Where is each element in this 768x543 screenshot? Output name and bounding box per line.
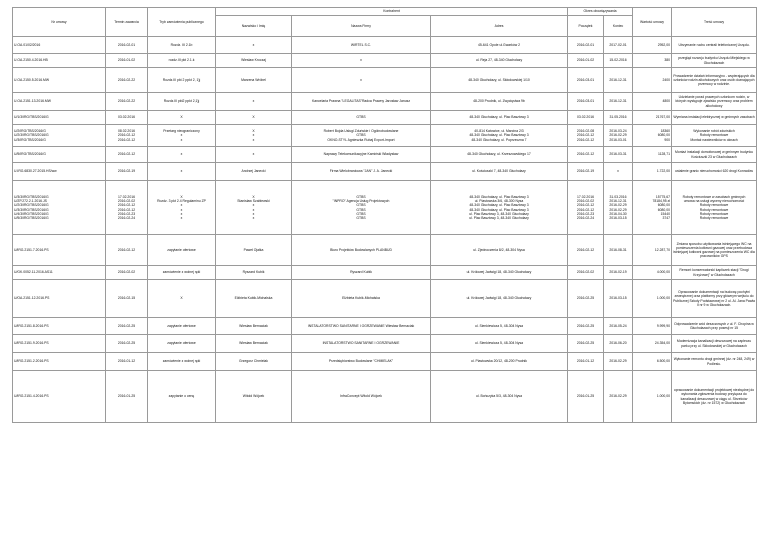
company-name-cell: x bbox=[292, 68, 431, 93]
period-start-cell: 2016-02-08 2016-02-12 2016-02-12 bbox=[568, 125, 604, 147]
period-end-cell: 2017-02-01 bbox=[604, 37, 633, 54]
address-cell: ul. Piastowska 20/12, 48-200 Prudnik bbox=[431, 353, 568, 371]
address-cell: ul. Królowej Jadwigi 18, 48-340 Głuchołazy bbox=[431, 280, 568, 318]
period-end-cell: 2016-05-24 bbox=[604, 318, 633, 335]
contract-date-cell: 2016-02-25 bbox=[106, 318, 148, 335]
contract-number-cell: U/GK.0052.11.2016.AS11 bbox=[13, 266, 106, 280]
contractor-name-cell: Wiesław Bernaciak bbox=[216, 335, 292, 353]
address-cell: 48-340 Głuchołazy, ul. Plac Basztowy 3 bbox=[431, 111, 568, 125]
contract-value-cell: 24.354,00 bbox=[633, 335, 672, 353]
period-end-cell: x bbox=[604, 163, 633, 181]
company-name-cell: INSTALATORSTWO SANITARNE I OGRZEWANIE bbox=[292, 335, 431, 353]
table-row bbox=[13, 266, 757, 280]
contract-number-cell: U/5/IRG/TBS/2016/G bbox=[13, 147, 106, 163]
contract-value-cell: 21767,00 bbox=[633, 111, 672, 125]
contract-subject-cell: przegląd rozwoju budynku Urzędu Miejskiego w Głuchołazach bbox=[672, 54, 757, 68]
period-start-cell: 2016-02-25 bbox=[568, 318, 604, 335]
contract-number-cell: U.OA.2150.4.2016.HB bbox=[13, 54, 106, 68]
contract-date-cell: 2016-02-12 bbox=[106, 147, 148, 163]
contract-value-cell: 1.000,00 bbox=[633, 371, 672, 423]
contract-value-cell: 12.287,70 bbox=[633, 235, 672, 266]
procurement-mode-cell: zapytanie ofertowe bbox=[148, 335, 216, 353]
address-cell: ul. Zjednoczenia 8/2, 48-304 Nysa bbox=[431, 235, 568, 266]
procurement-mode-cell: Rozdz.III pkt2 ppkt 2,1)j bbox=[148, 93, 216, 111]
contract-number-cell: U.OA.01/02/2016 bbox=[13, 37, 106, 54]
procurement-mode-cell: zapytanie ofertowe bbox=[148, 235, 216, 266]
contractor-name-cell: Elżbieta Kubik-Michalska bbox=[216, 280, 292, 318]
contractor-name-cell: x bbox=[216, 147, 292, 163]
table-body bbox=[13, 37, 757, 423]
contract-subject-cell: Modernizacja kanalizacji deszczowej na zapleczu parku przy ul. Skłodowskiej w Głuchołazach bbox=[672, 335, 757, 353]
address-cell: 48-340 Głuchołazy, ul. Krzeszowskiego 17 bbox=[431, 147, 568, 163]
company-name-cell: GTBS "INPRO" Agencja Usług Projektowych GTBS GTBS GTBS GTBS bbox=[292, 181, 431, 235]
procurement-mode-cell: zamówienie z wolnej ręki bbox=[148, 266, 216, 280]
contract-value-cell: 1.000,00 bbox=[633, 280, 672, 318]
procurement-mode-cell: Przetarg nieograniczony x x bbox=[148, 125, 216, 147]
contractor-name-cell: x bbox=[216, 93, 292, 111]
contract-number-cell: U.OA.2150.5.2016.MW bbox=[13, 68, 106, 93]
header-nazwisko: Nazwisko i Imię bbox=[216, 16, 292, 37]
period-end-cell: 2016-02-19 bbox=[604, 266, 633, 280]
company-name-cell: x bbox=[292, 54, 431, 68]
contract-subject-cell: Wykonanie remontu drogi gminnej (dz. nr 248, 249) w Podlesiu. bbox=[672, 353, 757, 371]
contract-number-cell: U/IRG.2151.4.2016.PS bbox=[13, 371, 106, 423]
contract-subject-cell: opracowanie dokumentacji projektowej niezbędnej do wykonania zgłoszenia budowy przyłącza do kanalizacji deszczowej w ciągu ul. Strzelców Bytomskich (dz. nr 1572) w Głuchołazach bbox=[672, 371, 757, 423]
header-tryb: Tryb zamówienia publicznego bbox=[148, 8, 216, 37]
contract-subject-cell: ustalenie granic nieruchomości 620 drogi Konradów bbox=[672, 163, 757, 181]
contract-number-cell: U/IRG.2151.8.2016.PS bbox=[13, 318, 106, 335]
contract-subject-cell: Opracowanie dokumentacji na budowę pochylni zewnętrznej oraz platformy przy głównym wejściu do Publicznej Szkoły Podstawowej nr 2 ul. Al. Jana Pawła II nr 9 w Głuchołazach. bbox=[672, 280, 757, 318]
contractor-name-cell: Marzena Wróbel bbox=[216, 68, 292, 93]
address-cell: ul. Reja 27, 48-340 Głuchołazy bbox=[431, 54, 568, 68]
contract-date-cell: 2016-02-19 bbox=[106, 163, 148, 181]
company-name-cell: Naprawy Telekomunikacyjne Kamiński Władysław bbox=[292, 147, 431, 163]
address-cell: 48-340 Głuchołazy, ul. Skłodowskiej 1/10 bbox=[431, 68, 568, 93]
procurement-mode-cell: x bbox=[148, 163, 216, 181]
period-start-cell: 2016-02-12 bbox=[568, 147, 604, 163]
address-cell: ul. Sienkiewicza 5, 48-304 Nysa bbox=[431, 335, 568, 353]
period-start-cell: 2016-01-02 bbox=[568, 54, 604, 68]
header-poczatek: Początek bbox=[568, 16, 604, 37]
contract-number-cell: U/IRG.2151.7.2016.PS bbox=[13, 235, 106, 266]
procurement-mode-cell: zamówienie z wolnej ręki bbox=[148, 353, 216, 371]
contracts-table bbox=[12, 7, 757, 423]
contract-subject-cell: Montaż instalacji domofonowej w gminnym budynku Kościuszki 23 w Głuchołazach bbox=[672, 147, 757, 163]
table-row bbox=[13, 235, 757, 266]
address-cell: 45-641 Opole ul.Gwarków 2 bbox=[431, 37, 568, 54]
procurement-mode-cell: zapytanie o cenę bbox=[148, 371, 216, 423]
period-start-cell: 2016-02-02 bbox=[568, 266, 604, 280]
company-name-cell: Biuro Projektów Budowlanych PLANBUD bbox=[292, 235, 431, 266]
contract-date-cell: 2016-01-02 bbox=[106, 54, 148, 68]
contract-date-cell: 2016-02-15 bbox=[106, 280, 148, 318]
company-name-cell: GTBS bbox=[292, 111, 431, 125]
period-start-cell: 2016-02-01 bbox=[568, 37, 604, 54]
contract-value-cell: 6.500,00 bbox=[633, 353, 672, 371]
table-row bbox=[13, 54, 757, 68]
company-name-cell: InfraConcept Witold Wójcek bbox=[292, 371, 431, 423]
contract-value-cell: 2952,00 bbox=[633, 37, 672, 54]
table-row bbox=[13, 68, 757, 93]
table-row bbox=[13, 111, 757, 125]
company-name-cell: Przedsiębiorstwo Budowlane "CHMIELAK" bbox=[292, 353, 431, 371]
contractor-name-cell: Witold Wójcek bbox=[216, 371, 292, 423]
contract-subject-cell: Udzielanie porad prawnych członkom rodzin, w których występuje zjawisko przemocy oraz problem alkoholowy bbox=[672, 93, 757, 111]
contract-value-cell: 1128,71 bbox=[633, 147, 672, 163]
contract-date-cell: 2016-02-12 bbox=[106, 235, 148, 266]
period-start-cell: 2016-02-25 bbox=[568, 280, 604, 318]
table-row bbox=[13, 371, 757, 423]
contract-subject-cell: Roboty remontowe w zasobach gminnych umowa na usługi wyceny nieruchomości Roboty remontowe Roboty remontowe Roboty remontowe Roboty remontowe bbox=[672, 181, 757, 235]
contractor-name-cell: Grzegorz Chmielak bbox=[216, 353, 292, 371]
period-end-cell: 2016-03-31 bbox=[604, 147, 633, 163]
period-start-cell: 03.02.2016 bbox=[568, 111, 604, 125]
period-start-cell: 2016-03-01 bbox=[568, 68, 604, 93]
company-name-cell: WIRTEL S.C. bbox=[292, 37, 431, 54]
period-start-cell: 17.02.2016 2016-02-02 2016-02-12 2016-02-12 2016-02-23 2016-02-24 bbox=[568, 181, 604, 235]
contract-subject-cell: Odprowadzenie wód deszczowych z ul. F. Chopina w Głuchołazach przy posesji nr 15 bbox=[672, 318, 757, 335]
address-cell: ul. Sienkiewicza 5, 48-304 Nysa bbox=[431, 318, 568, 335]
header-adres: Adres bbox=[431, 16, 568, 37]
contract-date-cell: 2016-02-01 bbox=[106, 37, 148, 54]
procurement-mode-cell: X Rozdz. 3 pkt 2.4 Regulaminu ZP x x x x bbox=[148, 181, 216, 235]
contractor-name-cell: Paweł Ojałka bbox=[216, 235, 292, 266]
contract-number-cell: U.IRG.6830.27.2015.HS/ww bbox=[13, 163, 106, 181]
contract-date-cell: 17.02.2016 2016-02-02 2016-02-12 2016-02-12 2016-02-23 2016-02-24 bbox=[106, 181, 148, 235]
period-start-cell: 2016-02-25 bbox=[568, 335, 604, 353]
address-cell: 40-814 Katowice, ul. Marcina 2/3 48-340 Głuchołazy, ul. Plac Basztowy 3 48-340 Głuchołazy, ul. Poprzeczna 7 bbox=[431, 125, 568, 147]
contractor-name-cell: Wiesław Kroczaj bbox=[216, 54, 292, 68]
period-end-cell: 2016-03-15 bbox=[604, 280, 633, 318]
procurement-mode-cell: x bbox=[148, 147, 216, 163]
company-name-cell: INSTALATORSTWO SANITARNE I OGRZEWANIE Wiesław Bernaciak bbox=[292, 318, 431, 335]
header-nr: Nr umowy bbox=[13, 8, 106, 37]
contract-date-cell: 2016-02-02 bbox=[106, 266, 148, 280]
address-cell: ul. Kościuszki 7, 48-340 Głuchołazy bbox=[431, 163, 568, 181]
contract-value-cell: 18360 6080,00 900 bbox=[633, 125, 672, 147]
address-cell: ul. Bończyka 5/3, 48-304 Nysa bbox=[431, 371, 568, 423]
period-end-cell: 2016-02-29 bbox=[604, 353, 633, 371]
contract-number-cell: U.OA.2151.13.2016.MW bbox=[13, 93, 106, 111]
contracts-sheet bbox=[12, 7, 756, 423]
period-end-cell: 2016-06-20 bbox=[604, 335, 633, 353]
contract-number-cell: U/3/3/IRG/TBS/2016/G U/ZP.272.2.1.2016.JS U/2/3/IRG/TBS/2016/G U/3/3/IRG/TBS/2016/G U/4/3/IRG/TBS/2016/G U/5/3/IRG/TBS/2016/G bbox=[13, 181, 106, 235]
header-okres: Okres obowiązywania bbox=[568, 8, 633, 16]
contractor-name-cell: x bbox=[216, 37, 292, 54]
header-kontrahent: Kontrahent bbox=[216, 8, 568, 16]
contract-value-cell: 380 bbox=[633, 54, 672, 68]
table-row bbox=[13, 37, 757, 54]
contract-subject-cell: Wykonanie robót zduńskich Roboty remontowe Montaż nawiewników w oknach bbox=[672, 125, 757, 147]
period-end-cell: 2016-08-31 bbox=[604, 235, 633, 266]
procurement-mode-cell: zapytanie ofertowe bbox=[148, 318, 216, 335]
table-row bbox=[13, 147, 757, 163]
period-end-cell: 2016-12-31 bbox=[604, 68, 633, 93]
contract-date-cell: 2016-02-22 bbox=[106, 93, 148, 111]
contract-date-cell: 03.02.2016 bbox=[106, 111, 148, 125]
contractor-name-cell: Andrzej Janecki bbox=[216, 163, 292, 181]
period-end-cell: 31.03.2016 2016-12-31 2016-02-29 2016-02-29 2016-04-30 2016-03-15 bbox=[604, 181, 633, 235]
contract-subject-cell: Prowadzenie działań informacyjno - wspierających dla członków rodzin alkoholowych oraz osób doznających przemocy w rodzinie. bbox=[672, 68, 757, 93]
period-end-cell: 2016-02-29 bbox=[604, 371, 633, 423]
company-name-cell: Robert Bojda Usługi Zduńskie i Ogólnobudowlane GTBS OKNO-STYL Agnieszka Rubaj Export-Import bbox=[292, 125, 431, 147]
contract-value-cell: 4800 bbox=[633, 93, 672, 111]
contractor-name-cell: Wiesław Bernaciak bbox=[216, 318, 292, 335]
procurement-mode-cell: X bbox=[148, 111, 216, 125]
contract-number-cell: U/2/IRG/TBS/2016/G U/2/3/IRG/TBS/2016/G U/3/IRG/TBS/2016/G bbox=[13, 125, 106, 147]
contract-number-cell: U/OA.2151.12.2016.PS bbox=[13, 280, 106, 318]
company-name-cell: Ryszard Kubik bbox=[292, 266, 431, 280]
procurement-mode-cell: X bbox=[148, 280, 216, 318]
period-end-cell: 2016-12-31 bbox=[604, 93, 633, 111]
header-koniec: Koniec bbox=[604, 16, 633, 37]
period-end-cell: 2016-03-24 2016-02-29 2016-03-01 bbox=[604, 125, 633, 147]
contract-number-cell: U/IRG.2151.9.2016.PS bbox=[13, 335, 106, 353]
table-row bbox=[13, 93, 757, 111]
contract-date-cell: 2016-02-25 bbox=[106, 335, 148, 353]
period-start-cell: 2016-02-12 bbox=[568, 235, 604, 266]
period-start-cell: 2016-01-12 bbox=[568, 353, 604, 371]
header-termin: Termin zawarcia bbox=[106, 8, 148, 37]
period-start-cell: 2016-02-19 bbox=[568, 163, 604, 181]
contract-value-cell: 2400 bbox=[633, 68, 672, 93]
contract-date-cell: 2016-02-22 bbox=[106, 68, 148, 93]
period-end-cell: 31.05.2016 bbox=[604, 111, 633, 125]
contract-number-cell: U/1/3/IRG/TBS/2016/G bbox=[13, 111, 106, 125]
contract-subject-cell: Zmiana sposobu użytkowania istniejącego WC na pomieszczenia kotłowni gazowej oraz przebudowa istniejącej kotłowni gazowej na pomieszczenia WC dla pracowników GPS bbox=[672, 235, 757, 266]
contract-number-cell: U/IRG.2151.2.2016.PS bbox=[13, 353, 106, 371]
table-row bbox=[13, 318, 757, 335]
period-start-cell: 2016-01-25 bbox=[568, 371, 604, 423]
address-cell: 48-340 Głuchołazy, ul. Plac Basztowy 3 ul. Piastowska 3/6, 48-300 Nysa 48-340 Głuchołazy, ul. Plac Basztowy 3 48-340 Głuchołazy, ul. Plac Basztowy 3 ul. Plac Basztowy 3, 48-340 Głuchołazy ul. Plac Basztowy 3, 48-340 Głuchołazy bbox=[431, 181, 568, 235]
contract-subject-cell: Wymiana instalacji elektrycznej w gminnych zasobach bbox=[672, 111, 757, 125]
procurement-mode-cell: rozdz.III pkt 2.1.k bbox=[148, 54, 216, 68]
company-name-cell: Kancelaria Prawna "LEGALITAS"Radca Prawny Jarosław Janusz bbox=[292, 93, 431, 111]
table-row bbox=[13, 163, 757, 181]
procurement-mode-cell: Rozdz. III 2.1b bbox=[148, 37, 216, 54]
header-wartosc: Wartość umowy bbox=[633, 8, 672, 37]
contractor-name-cell: Ryszard Kubik bbox=[216, 266, 292, 280]
contract-subject-cell: Remont konserwatorski kapliczek stacji "Drogi Krzyżowej" w Głuchołazach bbox=[672, 266, 757, 280]
table-row bbox=[13, 181, 757, 235]
contract-value-cell: 1.722,00 bbox=[633, 163, 672, 181]
contract-subject-cell: Utrzymanie ruchu centrali telefonicznej Urzędu. bbox=[672, 37, 757, 54]
contract-date-cell: 2016-01-25 bbox=[106, 371, 148, 423]
table-row bbox=[13, 335, 757, 353]
company-name-cell: Elżbieta Kubik-Michalska bbox=[292, 280, 431, 318]
table-row bbox=[13, 125, 757, 147]
header-firma: Nazwa Firmy bbox=[292, 16, 431, 37]
period-end-cell: 15-02-2016 bbox=[604, 54, 633, 68]
contract-date-cell: 08.02.2016 2016-02-12 2016-02-12 bbox=[106, 125, 148, 147]
procurement-mode-cell: Rozdz.III pkt 2 ppkt 2, 1)j bbox=[148, 68, 216, 93]
table-row bbox=[13, 280, 757, 318]
header-tresc: Treść umowy bbox=[672, 8, 757, 37]
contractor-name-cell: X Stanisław Szablewski x x x x bbox=[216, 181, 292, 235]
address-cell: 48-200 Prudnik, ul. Zwycięstwa 9b bbox=[431, 93, 568, 111]
contract-value-cell: 15775,67 78184,95 zł 6080,00 6080,00 15440 3747 bbox=[633, 181, 672, 235]
period-start-cell: 2016-03-01 bbox=[568, 93, 604, 111]
contract-value-cell: 4.000,00 bbox=[633, 266, 672, 280]
contract-date-cell: 2016-01-12 bbox=[106, 353, 148, 371]
contractor-name-cell: X bbox=[216, 111, 292, 125]
contract-value-cell: 9.999,90 bbox=[633, 318, 672, 335]
contractor-name-cell: X x x bbox=[216, 125, 292, 147]
table-row bbox=[13, 353, 757, 371]
address-cell: ul. Królowej Jadwigi 18, 48-340 Głuchołazy bbox=[431, 266, 568, 280]
company-name-cell: Firma Wielobranżowa "JAN" J. A. Janecki bbox=[292, 163, 431, 181]
